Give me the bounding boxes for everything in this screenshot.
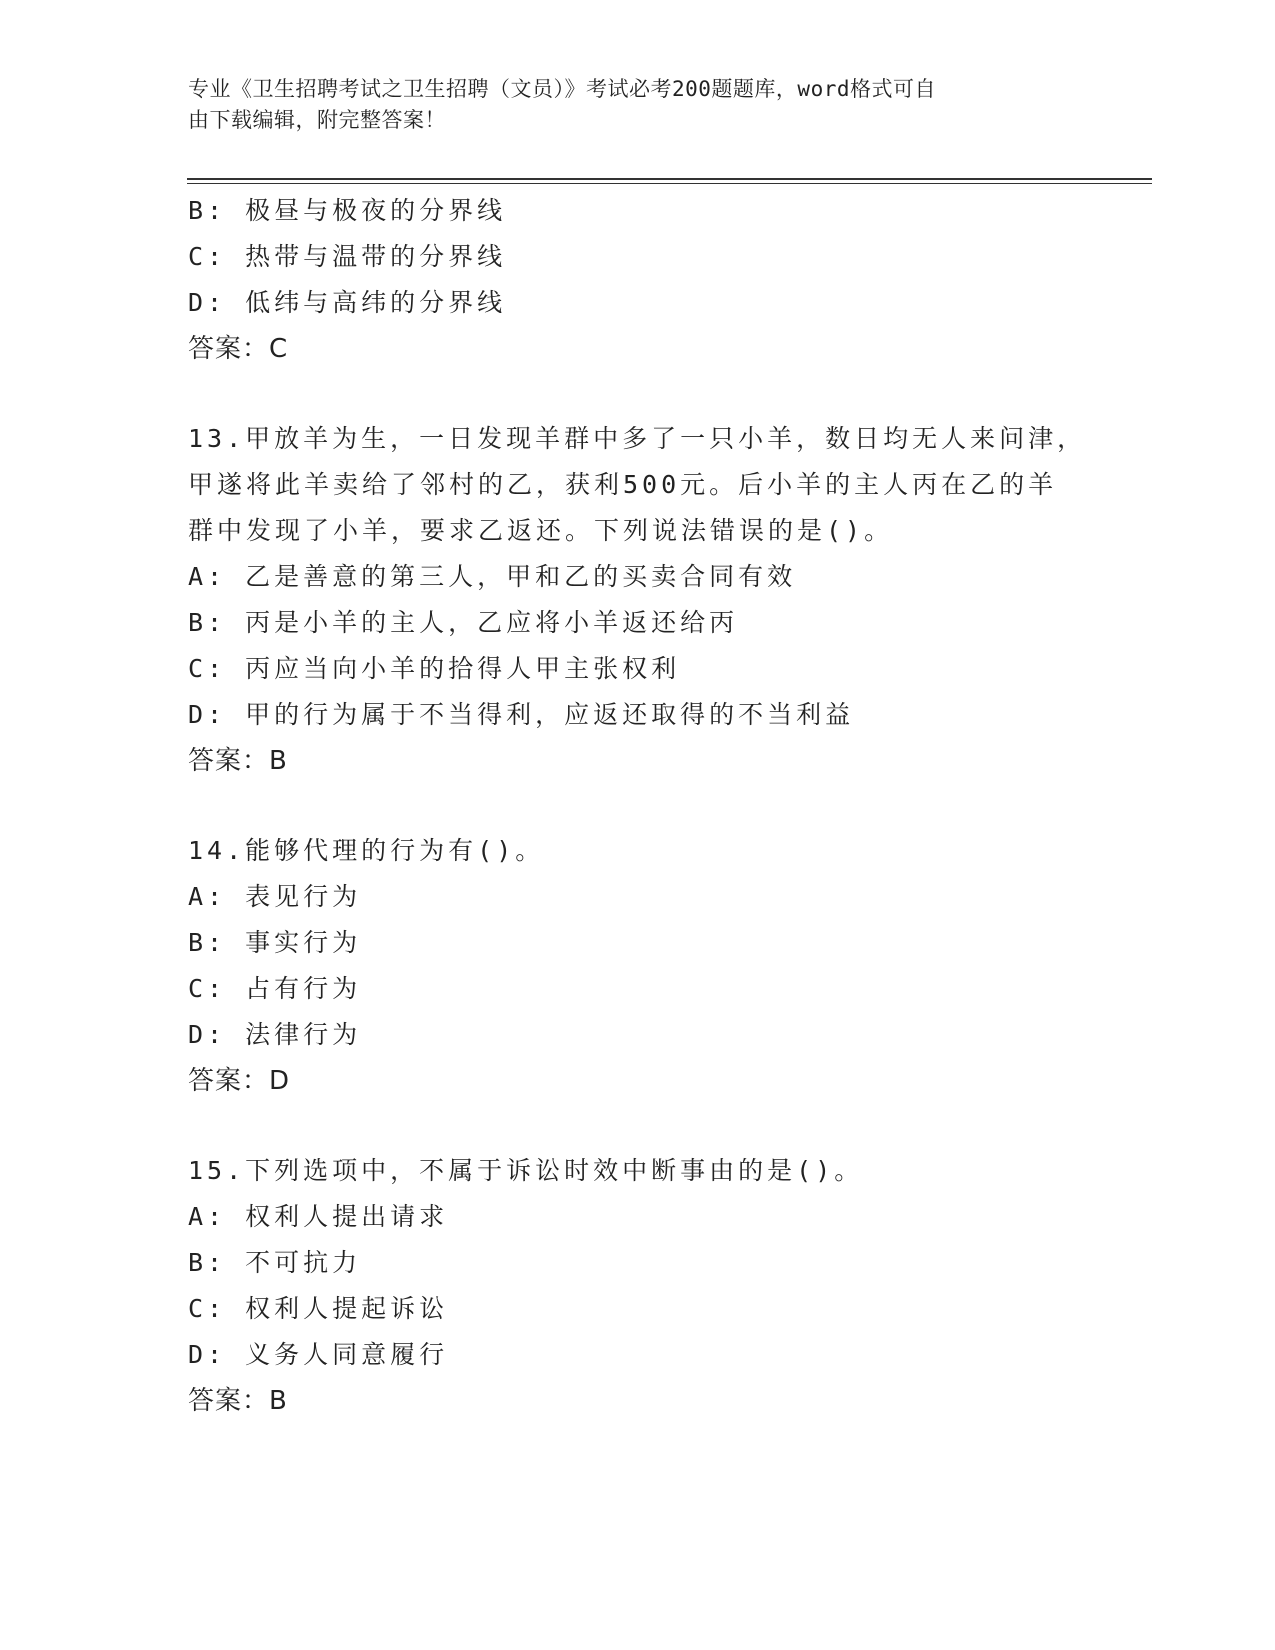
question-13 [188, 416, 1148, 784]
question-list [188, 188, 1148, 1424]
option-b: B: 极昼与极夜的分界线 [188, 196, 507, 225]
header-line-1: 专业《卫生招聘考试之卫生招聘（文员）》考试必考200题题库，word格式可自 [188, 77, 936, 101]
option-c: C: 丙应当向小羊的拾得人甲主张权利 [188, 654, 681, 683]
option-b: B: 事实行为 [188, 928, 362, 957]
option-a: A: 表见行为 [188, 882, 362, 911]
answer-line: 答案：B [188, 746, 288, 776]
option-b: B: 不可抗力 [188, 1248, 362, 1277]
option-d: D: 法律行为 [188, 1020, 362, 1049]
question-stem-line: 群中发现了小羊，要求乙返还。下列说法错误的是()。 [188, 516, 894, 545]
question-stem-line: 13.甲放羊为生，一日发现羊群中多了一只小羊，数日均无人来问津， [188, 424, 1087, 453]
answer-line: 答案：D [188, 1066, 291, 1096]
document-header [188, 74, 1088, 136]
option-c: C: 热带与温带的分界线 [188, 242, 507, 271]
question-15 [188, 1148, 1148, 1424]
question-14 [188, 828, 1148, 1104]
answer-line: 答案：C [188, 334, 289, 364]
option-d: D: 义务人同意履行 [188, 1340, 449, 1369]
option-b: B: 丙是小羊的主人，乙应将小羊返还给丙 [188, 608, 739, 637]
header-divider-thick [187, 178, 1152, 180]
header-line-2: 由下载编辑，附完整答案！ [188, 108, 446, 132]
option-a: A: 权利人提出请求 [188, 1202, 449, 1231]
question-12-continuation [188, 188, 1148, 372]
question-stem-line: 15.下列选项中，不属于诉讼时效中断事由的是()。 [188, 1156, 864, 1185]
question-stem-line: 14.能够代理的行为有()。 [188, 836, 545, 865]
option-d: D: 低纬与高纬的分界线 [188, 288, 507, 317]
question-stem-line: 甲遂将此羊卖给了邻村的乙，获利500元。后小羊的主人丙在乙的羊 [188, 470, 1058, 499]
option-a: A: 乙是善意的第三人，甲和乙的买卖合同有效 [188, 562, 797, 591]
answer-line: 答案：B [188, 1386, 288, 1416]
option-c: C: 占有行为 [188, 974, 362, 1003]
option-c: C: 权利人提起诉讼 [188, 1294, 449, 1323]
option-d: D: 甲的行为属于不当得利，应返还取得的不当利益 [188, 700, 855, 729]
header-divider-thin [187, 183, 1152, 184]
